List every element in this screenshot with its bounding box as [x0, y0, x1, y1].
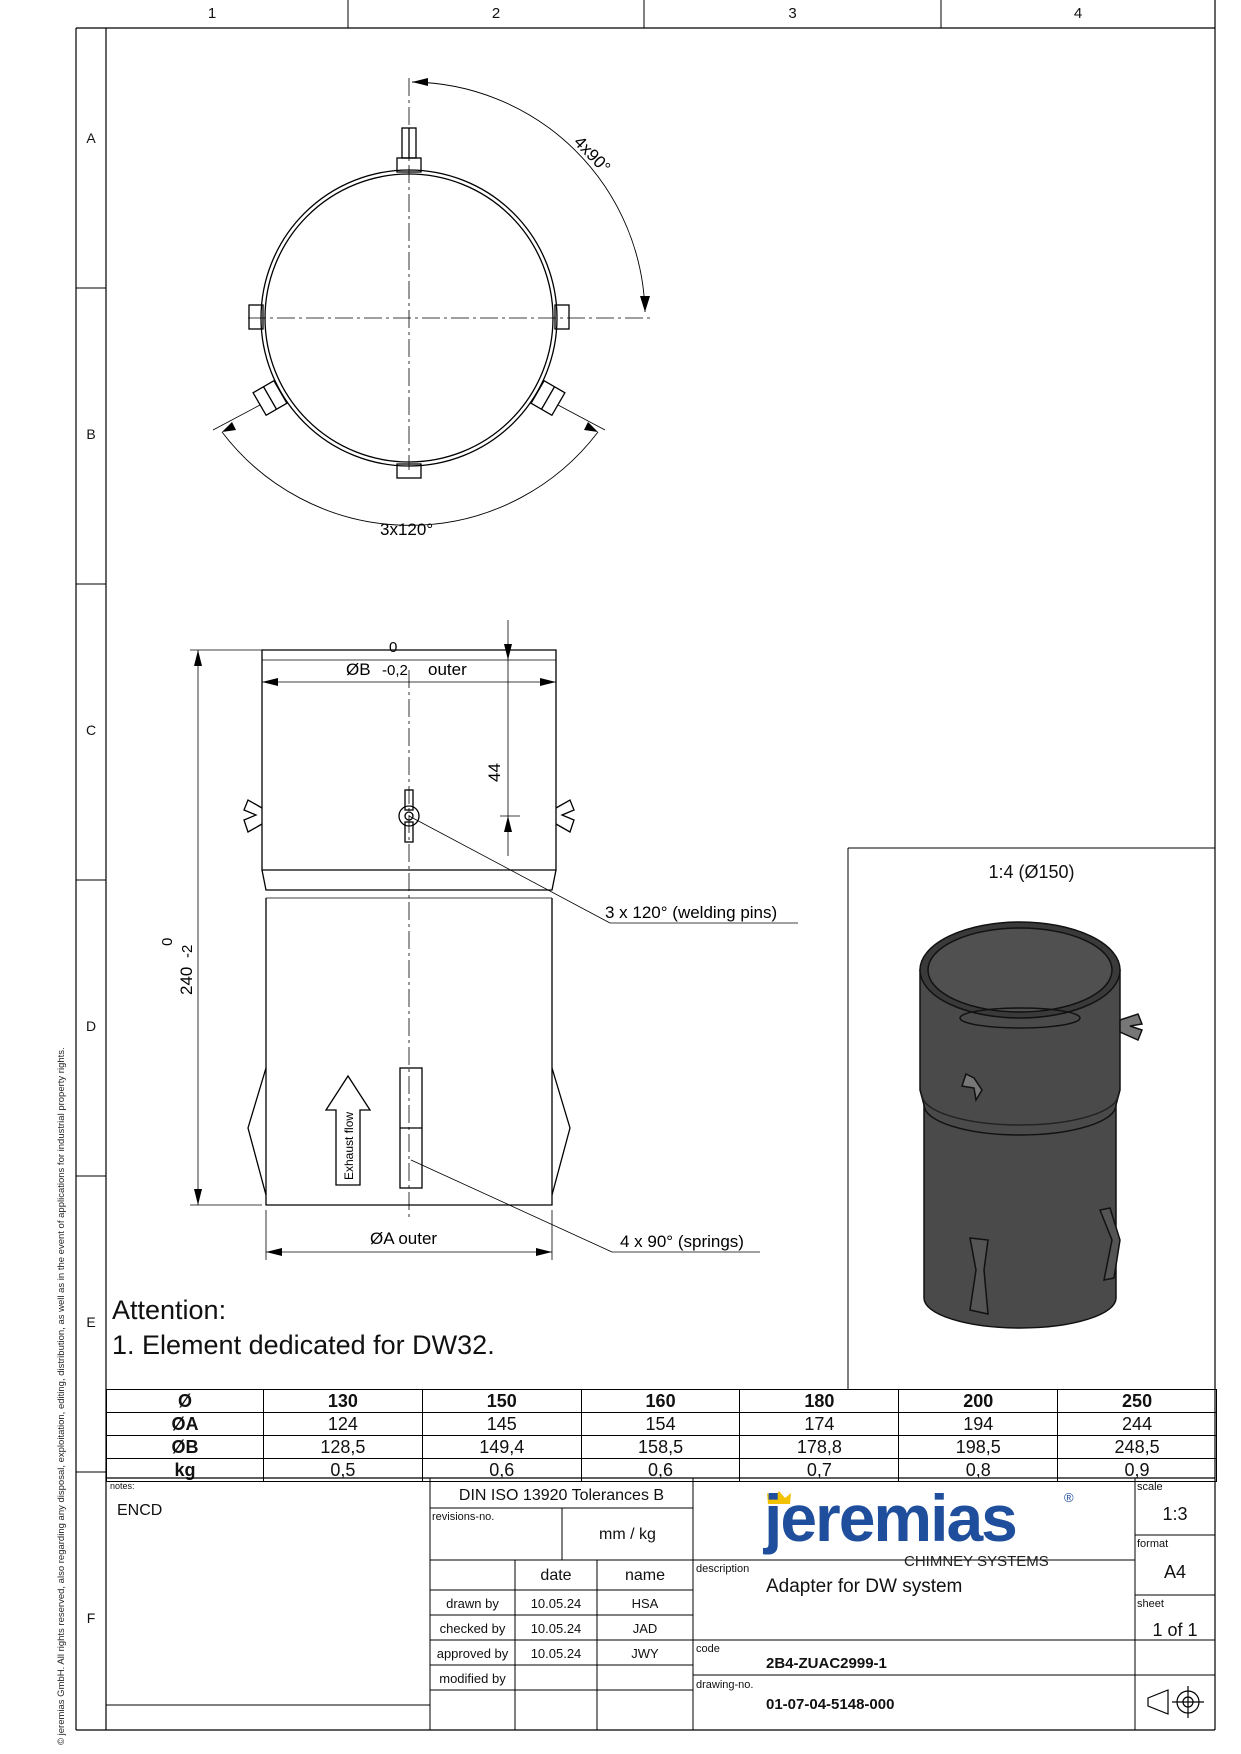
table-cell: 154	[581, 1413, 740, 1436]
attention-title: Attention:	[112, 1295, 227, 1325]
sheet-value: 1 of 1	[1152, 1620, 1198, 1640]
table-cell: 244	[1058, 1413, 1217, 1436]
drawing-no-label: drawing-no.	[696, 1679, 754, 1691]
approved-name: JWY	[631, 1646, 659, 1661]
table-cell: 248,5	[1058, 1436, 1217, 1459]
revisions-label: revisions-no.	[432, 1511, 495, 1523]
table-cell: 124	[264, 1413, 423, 1436]
units-label: mm / kg	[599, 1526, 656, 1543]
table-cell: 0,5	[264, 1459, 423, 1482]
zone-label-a: A	[86, 130, 96, 146]
description-value: Adapter for DW system	[766, 1576, 963, 1597]
notes-value: ENCD	[117, 1502, 163, 1519]
dim-height-tol-upper: 0	[159, 937, 176, 946]
table-cell: 194	[899, 1413, 1058, 1436]
approved-date: 10.05.24	[530, 1646, 582, 1661]
table-cell: 149,4	[422, 1436, 581, 1459]
company-logo: jeremias	[764, 1481, 1016, 1555]
table-cell: 180	[740, 1390, 899, 1413]
dim-b-label: ØB	[346, 660, 371, 679]
tolerances-label: DIN ISO 13920 Tolerances B	[458, 1487, 665, 1504]
sheet-label: sheet	[1137, 1598, 1164, 1610]
row-label: ØA	[107, 1413, 264, 1436]
format-label: format	[1137, 1538, 1169, 1550]
zone-label-f: F	[86, 1610, 96, 1626]
code-label: code	[696, 1643, 720, 1655]
checked-date: 10.05.24	[530, 1621, 582, 1636]
table-cell: 0,8	[899, 1459, 1058, 1482]
scale-label: scale	[1137, 1481, 1163, 1493]
col-name-header: name	[624, 1567, 666, 1584]
attention-line-1: 1. Element dedicated for DW32.	[112, 1330, 495, 1360]
row-label: Ø	[107, 1390, 264, 1413]
zone-label-4: 4	[1073, 5, 1083, 22]
dim-a-label: ØA outer	[370, 1229, 438, 1248]
table-cell: 130	[264, 1390, 423, 1413]
drawn-by-label: drawn by	[446, 1596, 499, 1611]
row-label: kg	[107, 1459, 264, 1482]
springs-label: 4 x 90° (springs)	[620, 1232, 744, 1251]
drawn-name: HSA	[631, 1596, 659, 1611]
dim-b-suffix: outer	[428, 660, 467, 679]
projection-symbol-icon	[1148, 1686, 1204, 1718]
format-value: A4	[1163, 1562, 1187, 1582]
logo-subtitle: CHIMNEY SYSTEMS	[904, 1553, 1049, 1570]
table-cell: 0,9	[1058, 1459, 1217, 1482]
drawn-date: 10.05.24	[530, 1596, 582, 1611]
notes-label: notes:	[110, 1481, 135, 1491]
table-cell: 145	[422, 1413, 581, 1436]
dim-44-label: 44	[485, 763, 504, 782]
bottom-angle-label: 3x120°	[380, 520, 434, 539]
table-cell: 160	[581, 1390, 740, 1413]
modified-by-label: modified by	[439, 1671, 506, 1686]
exhaust-flow-label: Exhaust flow	[342, 1111, 356, 1180]
row-label: ØB	[107, 1436, 264, 1459]
dim-b-tol-upper: 0	[389, 639, 398, 656]
table-cell: 250	[1058, 1390, 1217, 1413]
description-label: description	[696, 1563, 750, 1575]
scale-value: 1:3	[1162, 1504, 1188, 1524]
table-cell: 198,5	[899, 1436, 1058, 1459]
table-cell: 200	[899, 1390, 1058, 1413]
zone-label-d: D	[85, 1018, 97, 1034]
table-cell: 174	[740, 1413, 899, 1436]
logo-registered: ®	[1064, 1490, 1074, 1505]
welding-pins-label: 3 x 120° (welding pins)	[605, 903, 778, 922]
top-angle-label: 4x90°	[570, 132, 615, 178]
zone-label-e: E	[86, 1314, 96, 1330]
dim-height-label: 240	[177, 966, 196, 995]
copyright-notice: © jeremias GmbH. All rights reserved, also regarding any disposal, exploitation, editing, distribution, as well as in the event of applications for industrial property rights.	[56, 1047, 67, 1745]
zone-label-b: B	[86, 426, 96, 442]
table-cell: 0,6	[581, 1459, 740, 1482]
iso-view-label: 1:4 (Ø150)	[988, 862, 1075, 882]
zone-label-3: 3	[788, 5, 797, 22]
table-cell: 128,5	[264, 1436, 423, 1459]
table-cell: 150	[422, 1390, 581, 1413]
table-cell: 178,8	[740, 1436, 899, 1459]
zone-label-2: 2	[491, 5, 501, 22]
code-value: 2B4-ZUAC2999-1	[766, 1655, 887, 1672]
dim-b-tol-lower: -0,2	[382, 662, 408, 679]
checked-name: JAD	[632, 1621, 658, 1636]
col-date-header: date	[540, 1567, 572, 1584]
dim-height-tol-lower: -2	[179, 944, 196, 958]
table-cell: 0,6	[422, 1459, 581, 1482]
zone-label-c: C	[85, 722, 97, 738]
checked-by-label: checked by	[439, 1621, 506, 1636]
approved-by-label: approved by	[436, 1646, 509, 1661]
table-cell: 0,7	[740, 1459, 899, 1482]
zone-label-1: 1	[207, 5, 217, 22]
table-cell: 158,5	[581, 1436, 740, 1459]
drawing-no-value: 01-07-04-5148-000	[766, 1696, 895, 1713]
